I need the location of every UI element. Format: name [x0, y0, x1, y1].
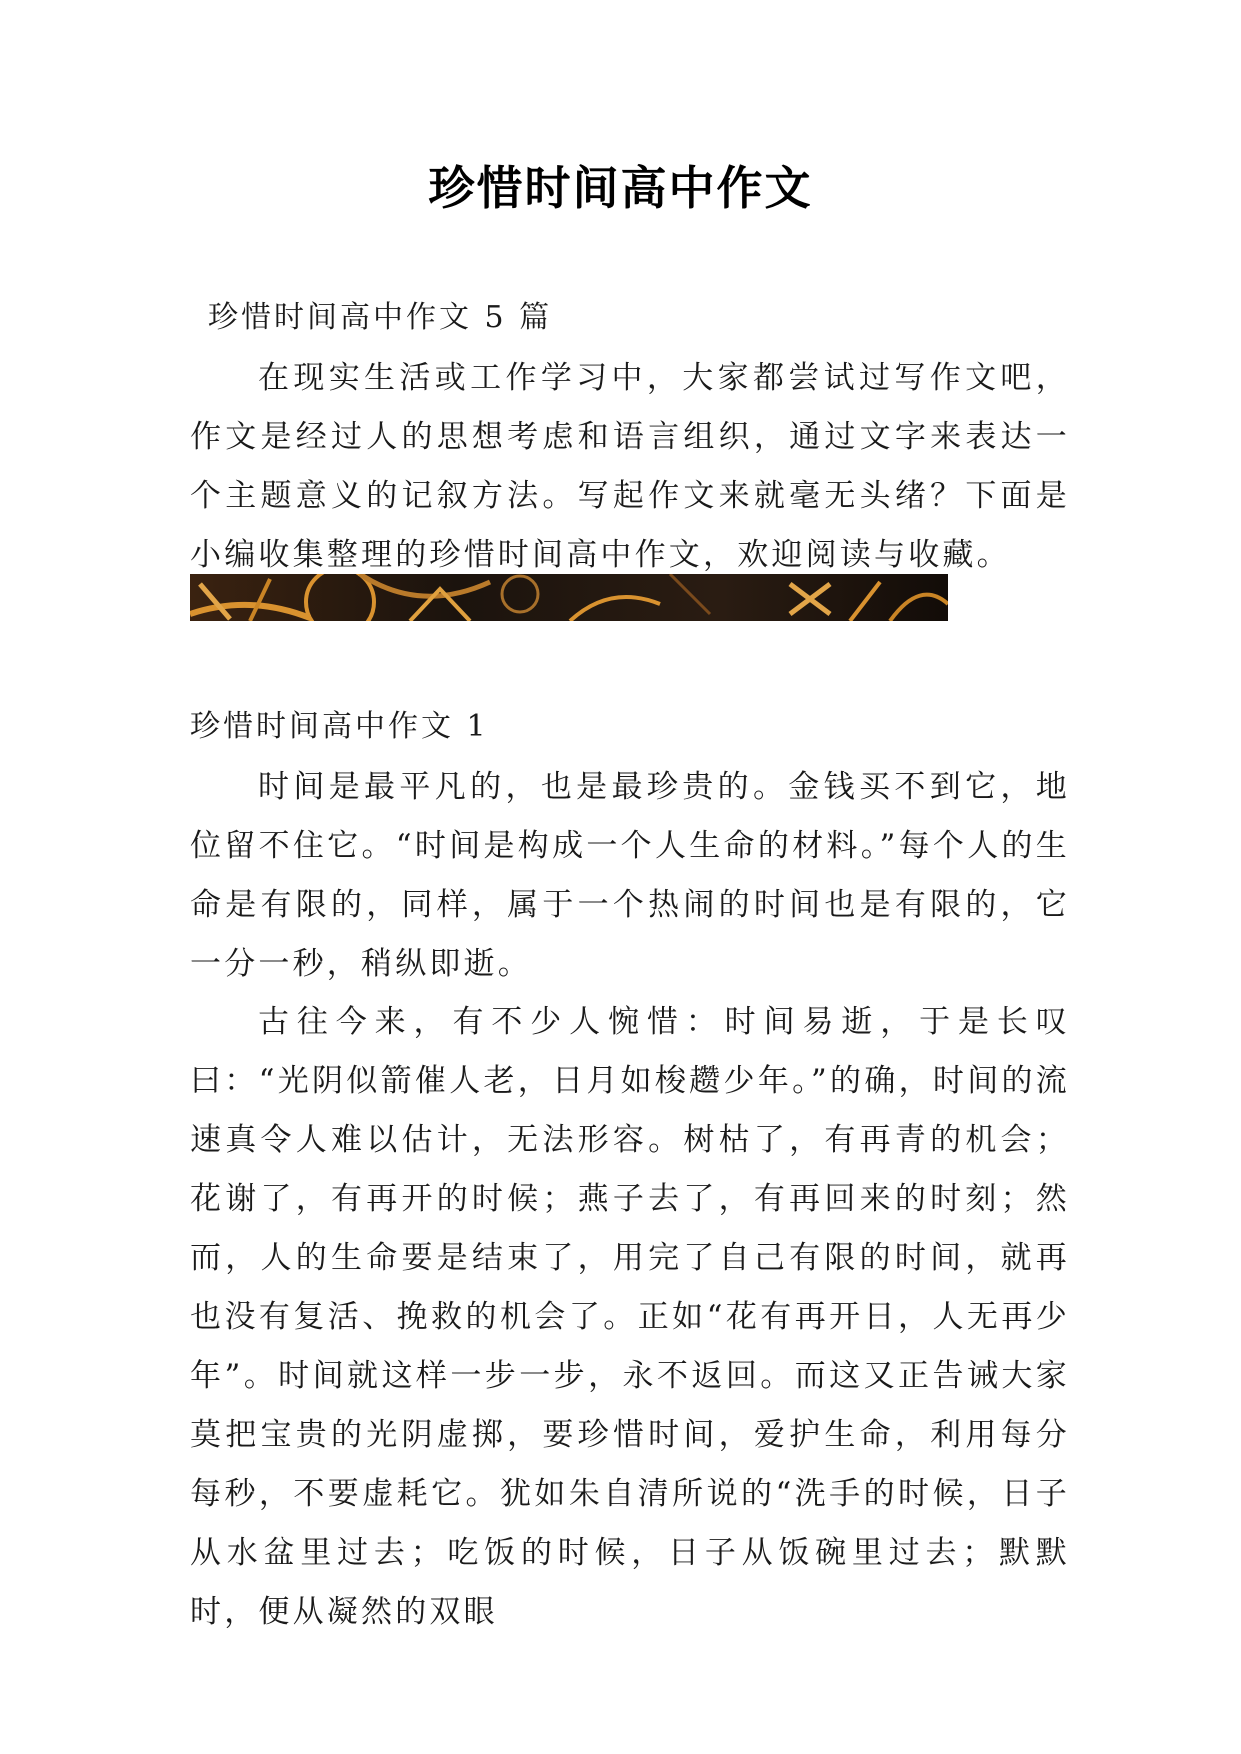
document-subtitle: 珍惜时间高中作文 5 篇	[208, 300, 553, 335]
document-title: 珍惜时间高中作文	[428, 161, 813, 215]
section-heading: 珍惜时间高中作文 1	[190, 709, 489, 744]
body-paragraph: 时间是最平凡的，也是最珍贵的。金钱买不到它，地位留不住它。“时间是构成一个人生命的材料。”每个人的生命是有限的，同样，属于一个热闹的时间也是有限的，它一分一秒，稍纵即逝。	[190, 769, 1070, 982]
clock-face-image	[190, 574, 948, 621]
intro-paragraph: 在现实生活或工作学习中，大家都尝试过写作文吧，作文是经过人的思想考虑和语言组织，通过文字来表达一个主题意义的记叙方法。写起作文来就毫无头绪？下面是小编收集整理的珍惜时间高中作文，欢迎阅读与收藏。	[190, 360, 1070, 573]
body-paragraph: 古往今来，有不少人惋惜：时间易逝，于是长叹曰：“光阴似箭催人老，日月如梭趱少年。”的确，时间的流速真令人难以估计，无法形容。树枯了，有再青的机会；花谢了，有再开的时候；燕子去了，有再回来的时刻；然而，人的生命要是结束了，用完了自己有限的时间，就再也没有复活、挽救的机会了。正如“花有再开日，人无再少年”。时间就这样一步一步，永不返回。而这又正告诫大家莫把宝贵的光阴虚掷，要珍惜时间，爱护生命，利用每分每秒，不要虚耗它。犹如朱自清所说的“洗手的时候，日子从水盆里过去；吃饭的时候，日子从饭碗里过去；默默时，便从凝然的双眼	[190, 1004, 1070, 1630]
